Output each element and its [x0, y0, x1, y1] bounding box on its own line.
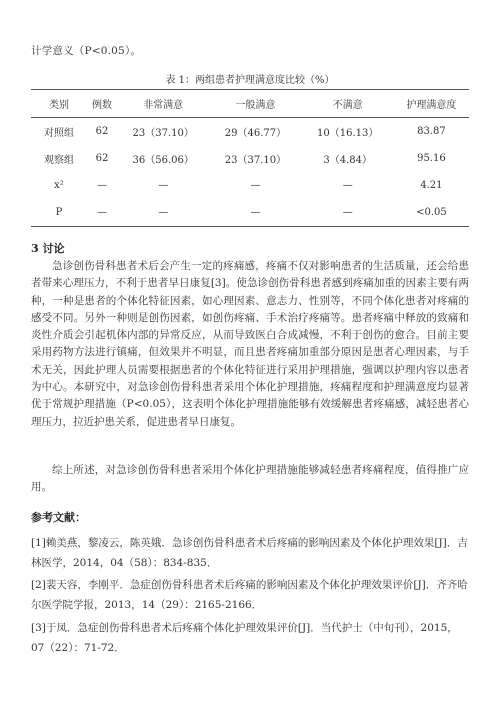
table-cell: 23（37.10） [224, 155, 287, 166]
table-cell: 对照组 [44, 128, 74, 139]
header-generally-satisfied: 一般满意 [209, 90, 301, 118]
header-category: 类别 [31, 90, 87, 118]
table-cell: 62 [95, 153, 109, 164]
header-satisfaction-rate: 护理满意度 [394, 90, 469, 118]
table-cell: — [342, 180, 353, 191]
table-cell: — [158, 180, 169, 191]
table-cell: — [250, 180, 261, 191]
lead-text: 计学意义（P<0.05）。 [31, 45, 142, 57]
table-cell: 4.21 [420, 180, 443, 191]
table-cell: — [97, 180, 108, 191]
table-cell: — [117, 199, 209, 227]
table-cell: — [209, 199, 301, 227]
section-title: 3 讨论 [31, 242, 65, 255]
table-header-row [31, 90, 469, 118]
table-cell: 观察组 [44, 155, 74, 166]
reference-item: [3]于凤．急症创伤骨科患者术后疼痛个体化护理效果评价[J]．当代护士（中旬刊），2015，07（22）：71-72． [31, 622, 458, 654]
table-cell: — [302, 199, 394, 227]
table-cell: 36（56.06） [132, 155, 194, 166]
header-very-satisfied: 非常满意 [117, 90, 209, 118]
reference-item: [1]赖美燕，黎凌云，陈英娥．急诊创伤骨科患者术后疼痛的影响因素及个体化护理效果[J]．吉林医学，2014，04（58）：834-835． [31, 537, 468, 569]
table-cell: <0.05 [394, 199, 469, 227]
table-caption: 表 1：两组患者护理满意度比较（%） [165, 75, 335, 86]
header-count: 例数 [87, 90, 117, 118]
satisfaction-table [31, 89, 469, 227]
table-row [31, 199, 469, 227]
table-cell: — [87, 199, 117, 227]
table-cell: x² [54, 180, 64, 191]
table-cell: 23（37.10） [132, 128, 194, 139]
table-cell: 29（46.77） [224, 128, 287, 139]
table-cell: 95.16 [417, 153, 446, 164]
header-dissatisfied: 不满意 [302, 90, 394, 118]
table-cell: 3（4.84） [323, 155, 372, 166]
table-cell: 83.87 [417, 126, 446, 137]
table-row [31, 172, 469, 199]
reference-item: [2]裴天容，李刚平．急症创伤骨科患者术后疼痛的影响因素及个体化护理效果评价[J]．齐齐哈尔医学院学报，2013，14（29）：2165-2166． [31, 579, 468, 611]
table-cell: 10（16.13） [317, 128, 379, 139]
conclusion-paragraph: 综上所述，对急诊创伤骨科患者采用个体化护理措施能够减轻患者疼痛程度，值得推广应用。 [31, 464, 469, 494]
discussion-paragraph: 急诊创伤骨科患者术后会产生一定的疼痛感，疼痛不仅对影响患者的生活质量，还会给患者带来心理压力，不利于患者早日康复[3]。使急诊创伤骨科患者感到疼痛加重的因素主要有两种，一种是患者的个体化特征因素，如心理因素、意志力、性别等，不同个体化患者对疼痛的感受不同。另外一种则是创伤因素，如创伤疼痛、手术治疗疼痛等。患者疼痛中释放的致痛和炎性介质会引起机体内部的异常反应，从而导致医白合成减慢，不利于创伤的愈合。目前主要采用药物方法进行镇痛，但效果并不明显，而且患者疼痛加重部分原因是患者心理因素，与手术无关，因此护理人员需要根据患者的个体化特征进行采用护理措施，强调以护理内容以患者为中心。本研究中，对急诊创伤骨科患者采用个体化护理措施，疼痛程度和护理满意度均显著优于常规护理措施（P<0.05），这表明个体化护理措施能够有效缓解患者疼痛感，减轻患者心理压力，拉近护患关系，促进患者早日康复。 [31, 260, 469, 428]
table-row [31, 118, 469, 146]
references-title: 参考文献： [31, 511, 86, 524]
table-cell: P [31, 199, 87, 227]
table-row [31, 145, 469, 172]
table-cell: 62 [95, 126, 109, 137]
